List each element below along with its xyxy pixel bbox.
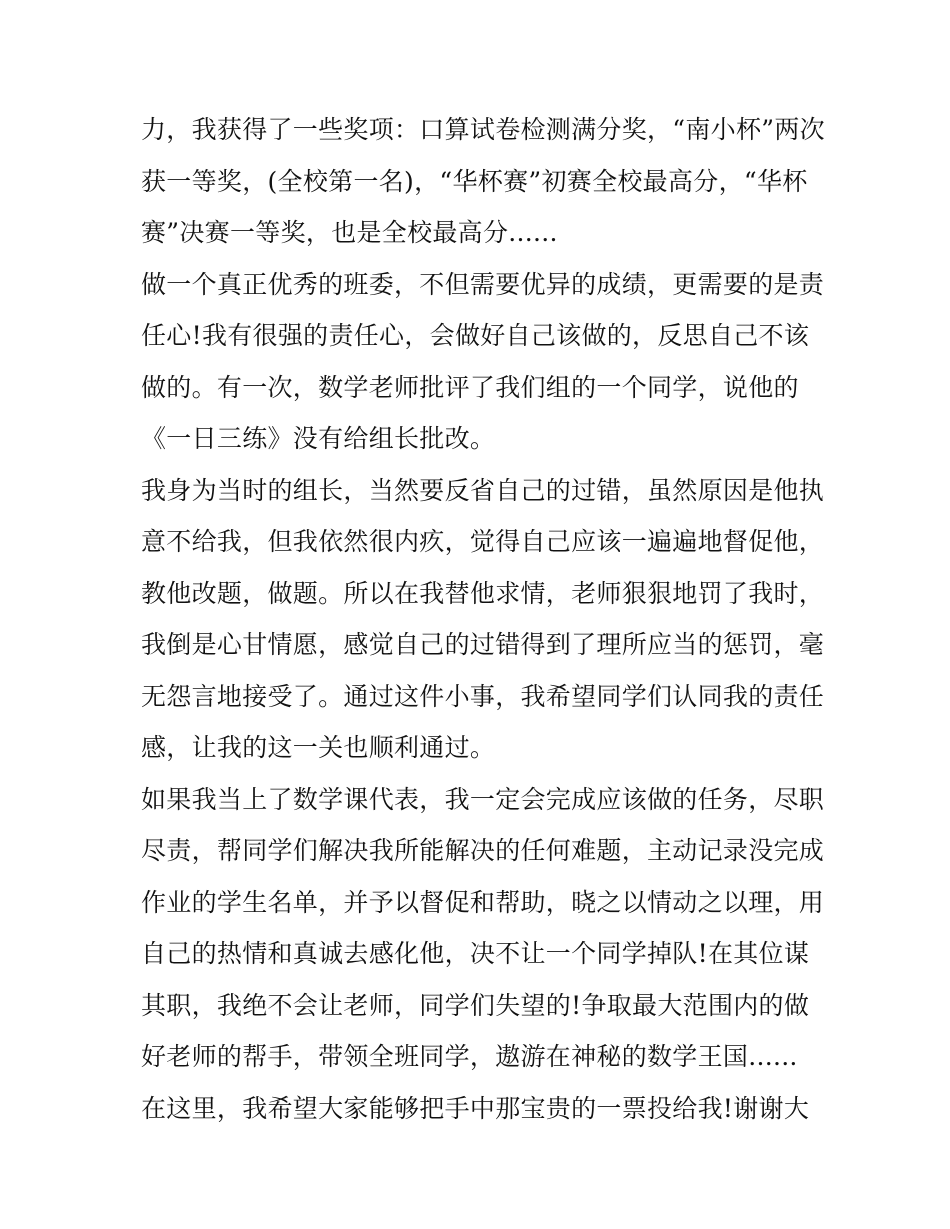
text-line: 如果我当上了数学课代表，我一定会完成应该做的任务，尽职 bbox=[141, 784, 825, 814]
text-line: 《一日三练》没有给组长批改。 bbox=[141, 424, 496, 453]
text-line: 感，让我的这一关也顺利通过。 bbox=[141, 733, 496, 762]
text-line: 自己的热情和真诚去感化他，决不让一个同学掉队!在其位谋 bbox=[141, 939, 810, 968]
text-line: 作业的学生名单，并予以督促和帮助，晓之以情动之以理，用 bbox=[141, 887, 825, 917]
text-line: 其职，我绝不会让老师，同学们失望的!争取最大范围内的做 bbox=[141, 990, 810, 1020]
text-line: 赛”决赛一等奖，也是全校最高分...... bbox=[141, 218, 558, 247]
text-line: 在这里，我希望大家能够把手中那宝贵的一票投给我!谢谢大 bbox=[141, 1093, 810, 1123]
text-line: 我身为当时的组长，当然要反省自己的过错，虽然原因是他执 bbox=[141, 475, 825, 505]
text-line: 任心!我有很强的责任心，会做好自己该做的，反思自己不该 bbox=[141, 321, 810, 350]
text-line: 意不给我，但我依然很内疚，觉得自己应该一遍遍地督促他， bbox=[141, 527, 825, 556]
document-body bbox=[141, 104, 825, 1134]
text-line: 获一等奖，(全校第一名)，“华杯赛”初赛全校最高分，“华杯 bbox=[141, 166, 808, 196]
text-line: 无怨言地接受了。通过这件小事，我希望同学们认同我的责任 bbox=[141, 681, 825, 711]
text-line: 做的。有一次，数学老师批评了我们组的一个同学，说他的 bbox=[141, 372, 799, 402]
text-line: 力，我获得了一些奖项：口算试卷检测满分奖，“南小杯”两次 bbox=[141, 115, 825, 144]
text-line: 做一个真正优秀的班委，不但需要优异的成绩，更需要的是责 bbox=[141, 269, 825, 299]
text-line: 教他改题，做题。所以在我替他求情，老师狠狠地罚了我时， bbox=[141, 578, 825, 608]
text-line: 我倒是心甘情愿，感觉自己的过错得到了理所应当的惩罚，毫 bbox=[141, 630, 825, 659]
text-line: 尽责，帮同学们解决我所能解决的任何难题，主动记录没完成 bbox=[141, 836, 825, 865]
text-line: 好老师的帮手，带领全班同学，遨游在神秘的数学王国...... bbox=[141, 1042, 798, 1071]
